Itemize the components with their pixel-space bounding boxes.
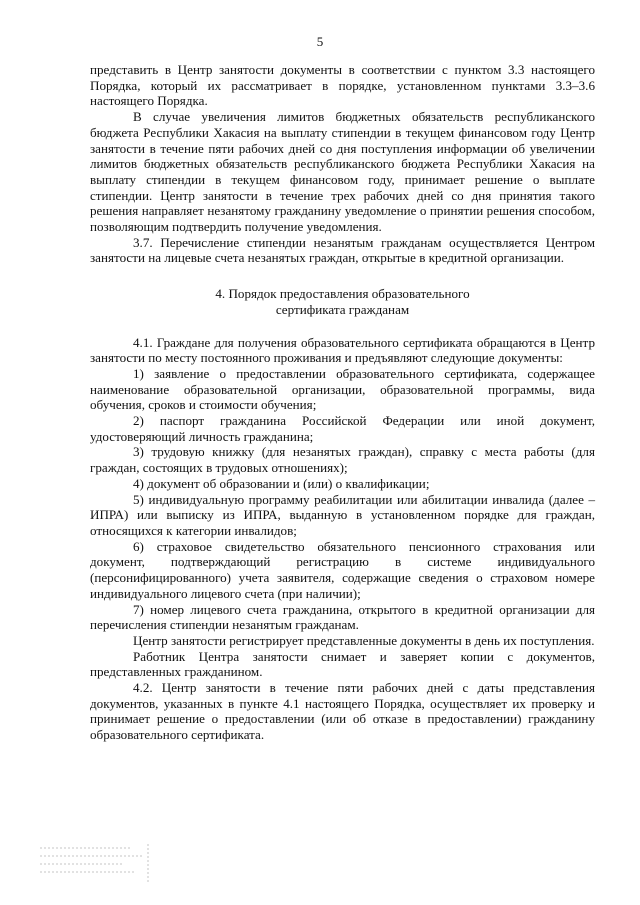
list-item-2: 2) паспорт гражданина Российской Федерации или иной документ, удостоверяющий личность гражданина; <box>90 413 595 444</box>
paragraph-continuation: представить в Центр занятости документы в соответствии с пунктом 3.3 настоящего Порядка, который их рассматривает в порядке, установленном пунктами 3.3–3.6 настоящего Порядка. <box>90 62 595 109</box>
list-item-4: 4) документ об образовании и (или) о квалификации; <box>133 475 430 491</box>
section-title-line-1: 4. Порядок предоставления образовательного <box>215 286 470 302</box>
section-4-title <box>90 286 595 317</box>
page-number: 5 <box>316 34 324 49</box>
paragraph-4-2: 4.2. Центр занятости в течение пяти рабочих дней с даты представления документов, указанных в пункте 4.1 настоящего Порядка, осуществляет их проверку и принимает решение о предоставлении (или об отказе в предоставлении) гражданину образовательного сертификата. <box>90 680 595 743</box>
paragraph-limits-increase: В случае увеличения лимитов бюджетных обязательств республиканского бюджета Республики Хакасия на выплату стипендии в текущем финансовом году Центр занятости в течение пяти рабочих дней со дня поступления информации об увеличении лимитов бюджетных обязательств республиканского бюджета Республики Хакасия на выплату стипендии в текущем финансовом году, принимает решение о выплате стипендии. Центр занятости в течение трех рабочих дней со дня принятия такого решения направляет незанятому гражданину уведомление о принятии решения способом, позволяющим подтвердить получение уведомления. <box>90 109 595 235</box>
paragraph-3-7: 3.7. Перечисление стипендии незанятым гражданам осуществляется Центром занятости на лицевые счета незанятых граждан, открытые в кредитной организации. <box>90 234 595 266</box>
faded-stamp-icon <box>36 842 154 884</box>
document-body <box>90 62 595 743</box>
section-title-line-2: сертификата гражданам <box>275 301 410 317</box>
list-item-3: 3) трудовую книжку (для незанятых граждан), справку с места работы (для граждан, состоящих в трудовых отношениях); <box>90 444 595 476</box>
list-item-1: 1) заявление о предоставлении образовательного сертификата, содержащее наименование образовательной организации, образовательной программы, вида обучения, сроков и стоимости обучения; <box>90 365 595 413</box>
list-item-7: 7) номер лицевого счета гражданина, открытого в кредитной организации для перечисления стипендии незанятым гражданам. <box>90 601 595 633</box>
list-item-6: 6) страховое свидетельство обязательного пенсионного страхования или документ, подтверждающий регистрацию в системе индивидуального (персонифицированного) учета заявителя, содержащие сведения о страховом номере индивидуального лицевого счета (при наличии); <box>90 538 595 601</box>
paragraph-4-1: 4.1. Граждане для получения образовательного сертификата обращаются в Центр занятости по месту постоянного проживания и предъявляют следующие документы: <box>90 334 595 366</box>
paragraph-copies: Работник Центра занятости снимает и заверяет копии с документов, представленных гражданином. <box>90 648 595 680</box>
list-item-5: 5) индивидуальную программу реабилитации или абилитации инвалида (далее – ИПРА) или выписку из ИПРА, выданную в установленном порядке для граждан, относящихся к категории инвалидов; <box>90 491 595 538</box>
paragraph-registration: Центр занятости регистрирует представленные документы в день их поступления. <box>133 632 595 648</box>
